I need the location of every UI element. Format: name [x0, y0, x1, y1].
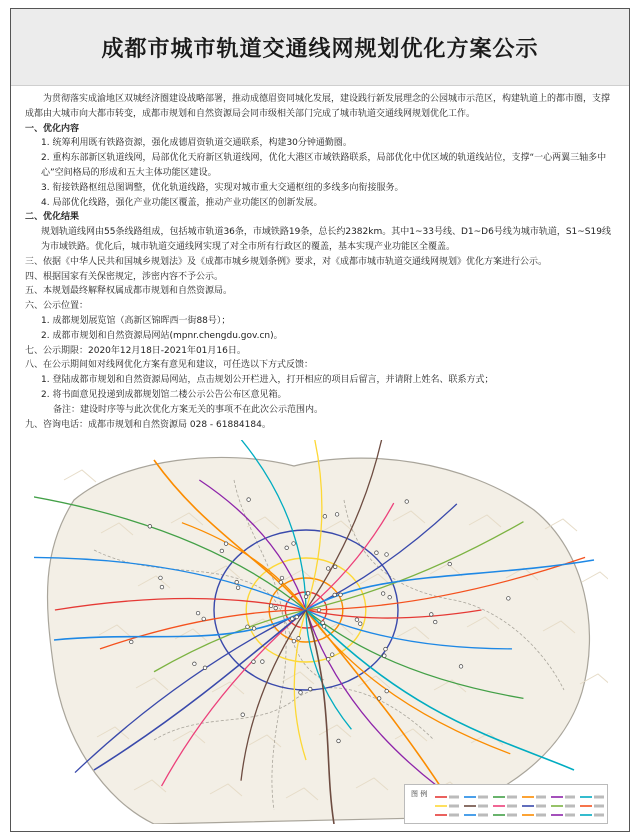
notice-line: 规划轨道线网由55条线路组成，包括城市轨道36条，市域铁路19条，总长约2382km。其中1~33号线、D1~D6号线为城市轨道，S1~S19线为市域铁路。优化后，城市轨道交通线网实现了对全市所有行政区的覆盖，基本实现产业功能区全覆盖。: [41, 227, 611, 252]
intro-paragraph: 为贯彻落实成渝地区双城经济圈建设战略部署，推动成德眉资同城化发展，建设践行新发展理念的公园城市示范区，构建轨道上的都市圈，支撑成都由大城市向大都市转变，成都市规划和自然资源局会同市级相关部门完成了城市轨道交通线网规划优化工作。: [25, 94, 611, 119]
station-dot: [326, 567, 330, 571]
section-heading: 二、优化结果: [25, 212, 80, 223]
legend-line-label: [449, 796, 459, 799]
notice-line: 六、公示位置：: [25, 301, 89, 312]
legend-line-label: [478, 805, 488, 808]
station-dot: [297, 637, 301, 641]
page-title: 成都市城市轨道交通线网规划优化方案公示: [101, 36, 539, 62]
legend-line-label: [565, 805, 575, 808]
station-dot: [292, 542, 296, 546]
station-dot: [339, 593, 343, 597]
station-dot: [308, 687, 312, 691]
station-dot: [459, 665, 463, 669]
legend-line-label: [594, 805, 604, 808]
station-dot: [246, 625, 250, 629]
station-dot: [274, 606, 278, 610]
station-dot: [317, 608, 321, 612]
terrain-hatch: [64, 470, 96, 482]
rail-network-map: [34, 440, 608, 824]
station-dot: [290, 617, 294, 621]
legend-line-label: [565, 796, 575, 799]
notice-line: 3. 衔接铁路枢纽总图调整，优化轨道线路，实现对城市重大交通枢纽的多线多向衔接服务。: [41, 182, 404, 193]
station-dot: [448, 562, 452, 566]
station-dot: [321, 621, 325, 625]
notice-line: 备注：建设时序等与此次优化方案无关的事项不在此次公示范围内。: [53, 404, 324, 415]
station-dot: [333, 565, 337, 569]
notice-line: 三、依据《中华人民共和国城乡规划法》及《成都市城乡规划条例》要求，对《成都市城市轨道交通线网规划》优化方案进行公示。: [25, 256, 548, 267]
legend-line-label: [594, 814, 604, 817]
station-dot: [384, 647, 388, 651]
notice-line: 1. 登陆成都市规划和自然资源局网站，点击规划公开栏进入，打开相应的项目后留言，并请附上姓名、联系方式；: [41, 375, 494, 386]
title-band: [11, 9, 629, 86]
station-dot: [202, 617, 206, 621]
station-dot: [160, 585, 164, 589]
station-dot: [337, 739, 341, 743]
station-dot: [261, 660, 265, 664]
station-dot: [355, 618, 359, 622]
notice-line: 四、根据国家有关保密规定，涉密内容不予公示。: [25, 271, 224, 282]
station-dot: [235, 580, 239, 584]
legend-line-label: [507, 814, 517, 817]
station-dot: [295, 615, 299, 619]
station-dot: [292, 639, 296, 643]
notice-line: 1. 成都规划展览馆（高新区锦晖西一街88号）；: [41, 315, 231, 326]
station-dot: [285, 546, 289, 550]
notice-body: [11, 86, 629, 432]
legend-line-label: [594, 796, 604, 799]
legend-line-label: [565, 814, 575, 817]
station-dot: [193, 662, 197, 666]
legend-line-label: [536, 796, 546, 799]
station-dot: [326, 657, 330, 661]
station-dot: [322, 625, 326, 629]
station-dot: [377, 697, 381, 701]
station-dot: [203, 666, 207, 670]
terrain-hatch: [582, 572, 608, 584]
station-dot: [159, 576, 163, 580]
station-dot: [323, 515, 327, 519]
legend-line-label: [536, 814, 546, 817]
notice-line: 2. 成都市规划和自然资源局网站(mpnr.chengdu.gov.cn)。: [41, 330, 283, 341]
notice-line: 五、本规划最终解释权属成都市规划和自然资源局。: [25, 286, 233, 297]
station-dot: [236, 586, 240, 590]
legend-line-label: [449, 814, 459, 817]
station-dot: [507, 597, 511, 601]
station-dot: [220, 549, 224, 553]
station-dot: [280, 576, 284, 580]
station-dot: [358, 622, 362, 626]
notice-line: 七、公示期限：2020年12月18日-2021年01月16日。: [25, 345, 246, 356]
station-dot: [383, 654, 387, 658]
station-dot: [299, 691, 303, 695]
notice-line: 九、咨询电话：成都市规划和自然资源局 028 - 61884184。: [25, 419, 271, 430]
station-dot: [252, 660, 256, 664]
legend-line-label: [507, 796, 517, 799]
legend-line-label: [507, 805, 517, 808]
station-dot: [241, 713, 245, 717]
station-dot: [247, 498, 251, 502]
station-dot: [433, 620, 437, 624]
station-dot: [375, 551, 379, 555]
station-dot: [304, 595, 308, 599]
station-dot: [196, 611, 200, 615]
station-dot: [252, 627, 256, 631]
map-legend: [404, 784, 608, 824]
section-heading: 一、优化内容: [25, 123, 80, 134]
station-dot: [129, 640, 133, 644]
station-dot: [405, 500, 409, 504]
station-dot: [385, 689, 389, 693]
legend-line-label: [478, 796, 488, 799]
station-dot: [381, 592, 385, 596]
station-dot: [330, 653, 334, 657]
station-dot: [388, 595, 392, 599]
notice-line: 4. 局部优化线路，强化产业功能区覆盖，推动产业功能区的创新发展。: [41, 197, 323, 208]
notice-line: 2. 将书面意见投递到成都规划馆二楼公示公告公布区意见箱。: [41, 389, 287, 400]
notice-line: 1. 统筹利用既有铁路资源，强化成德眉资轨道交通联系，构建30分钟通勤圈。: [41, 138, 352, 149]
station-dot: [385, 553, 389, 557]
station-dot: [269, 604, 273, 608]
station-dot: [335, 513, 339, 517]
notice-line: 八、在公示期间如对线网优化方案有意见和建议，可任选以下方式反馈：: [25, 360, 314, 371]
legend-line-label: [449, 805, 459, 808]
station-dot: [224, 542, 228, 546]
notice-line: 2. 重构东部新区轨道线网，局部优化天府新区轨道线网，优化大港区市域铁路联系，局部优化中优区域的轨道线站位，支撑“一心两翼三轴多中心”空间格局的形成和五大主体功能区建设。: [41, 153, 607, 178]
station-dot: [429, 613, 433, 617]
legend-title: 图 例: [411, 790, 428, 798]
legend-line-label: [478, 814, 488, 817]
station-dot: [148, 525, 152, 529]
station-dot: [333, 593, 337, 597]
station-dot: [279, 581, 283, 585]
legend-line-label: [536, 805, 546, 808]
station-dot: [306, 592, 310, 596]
